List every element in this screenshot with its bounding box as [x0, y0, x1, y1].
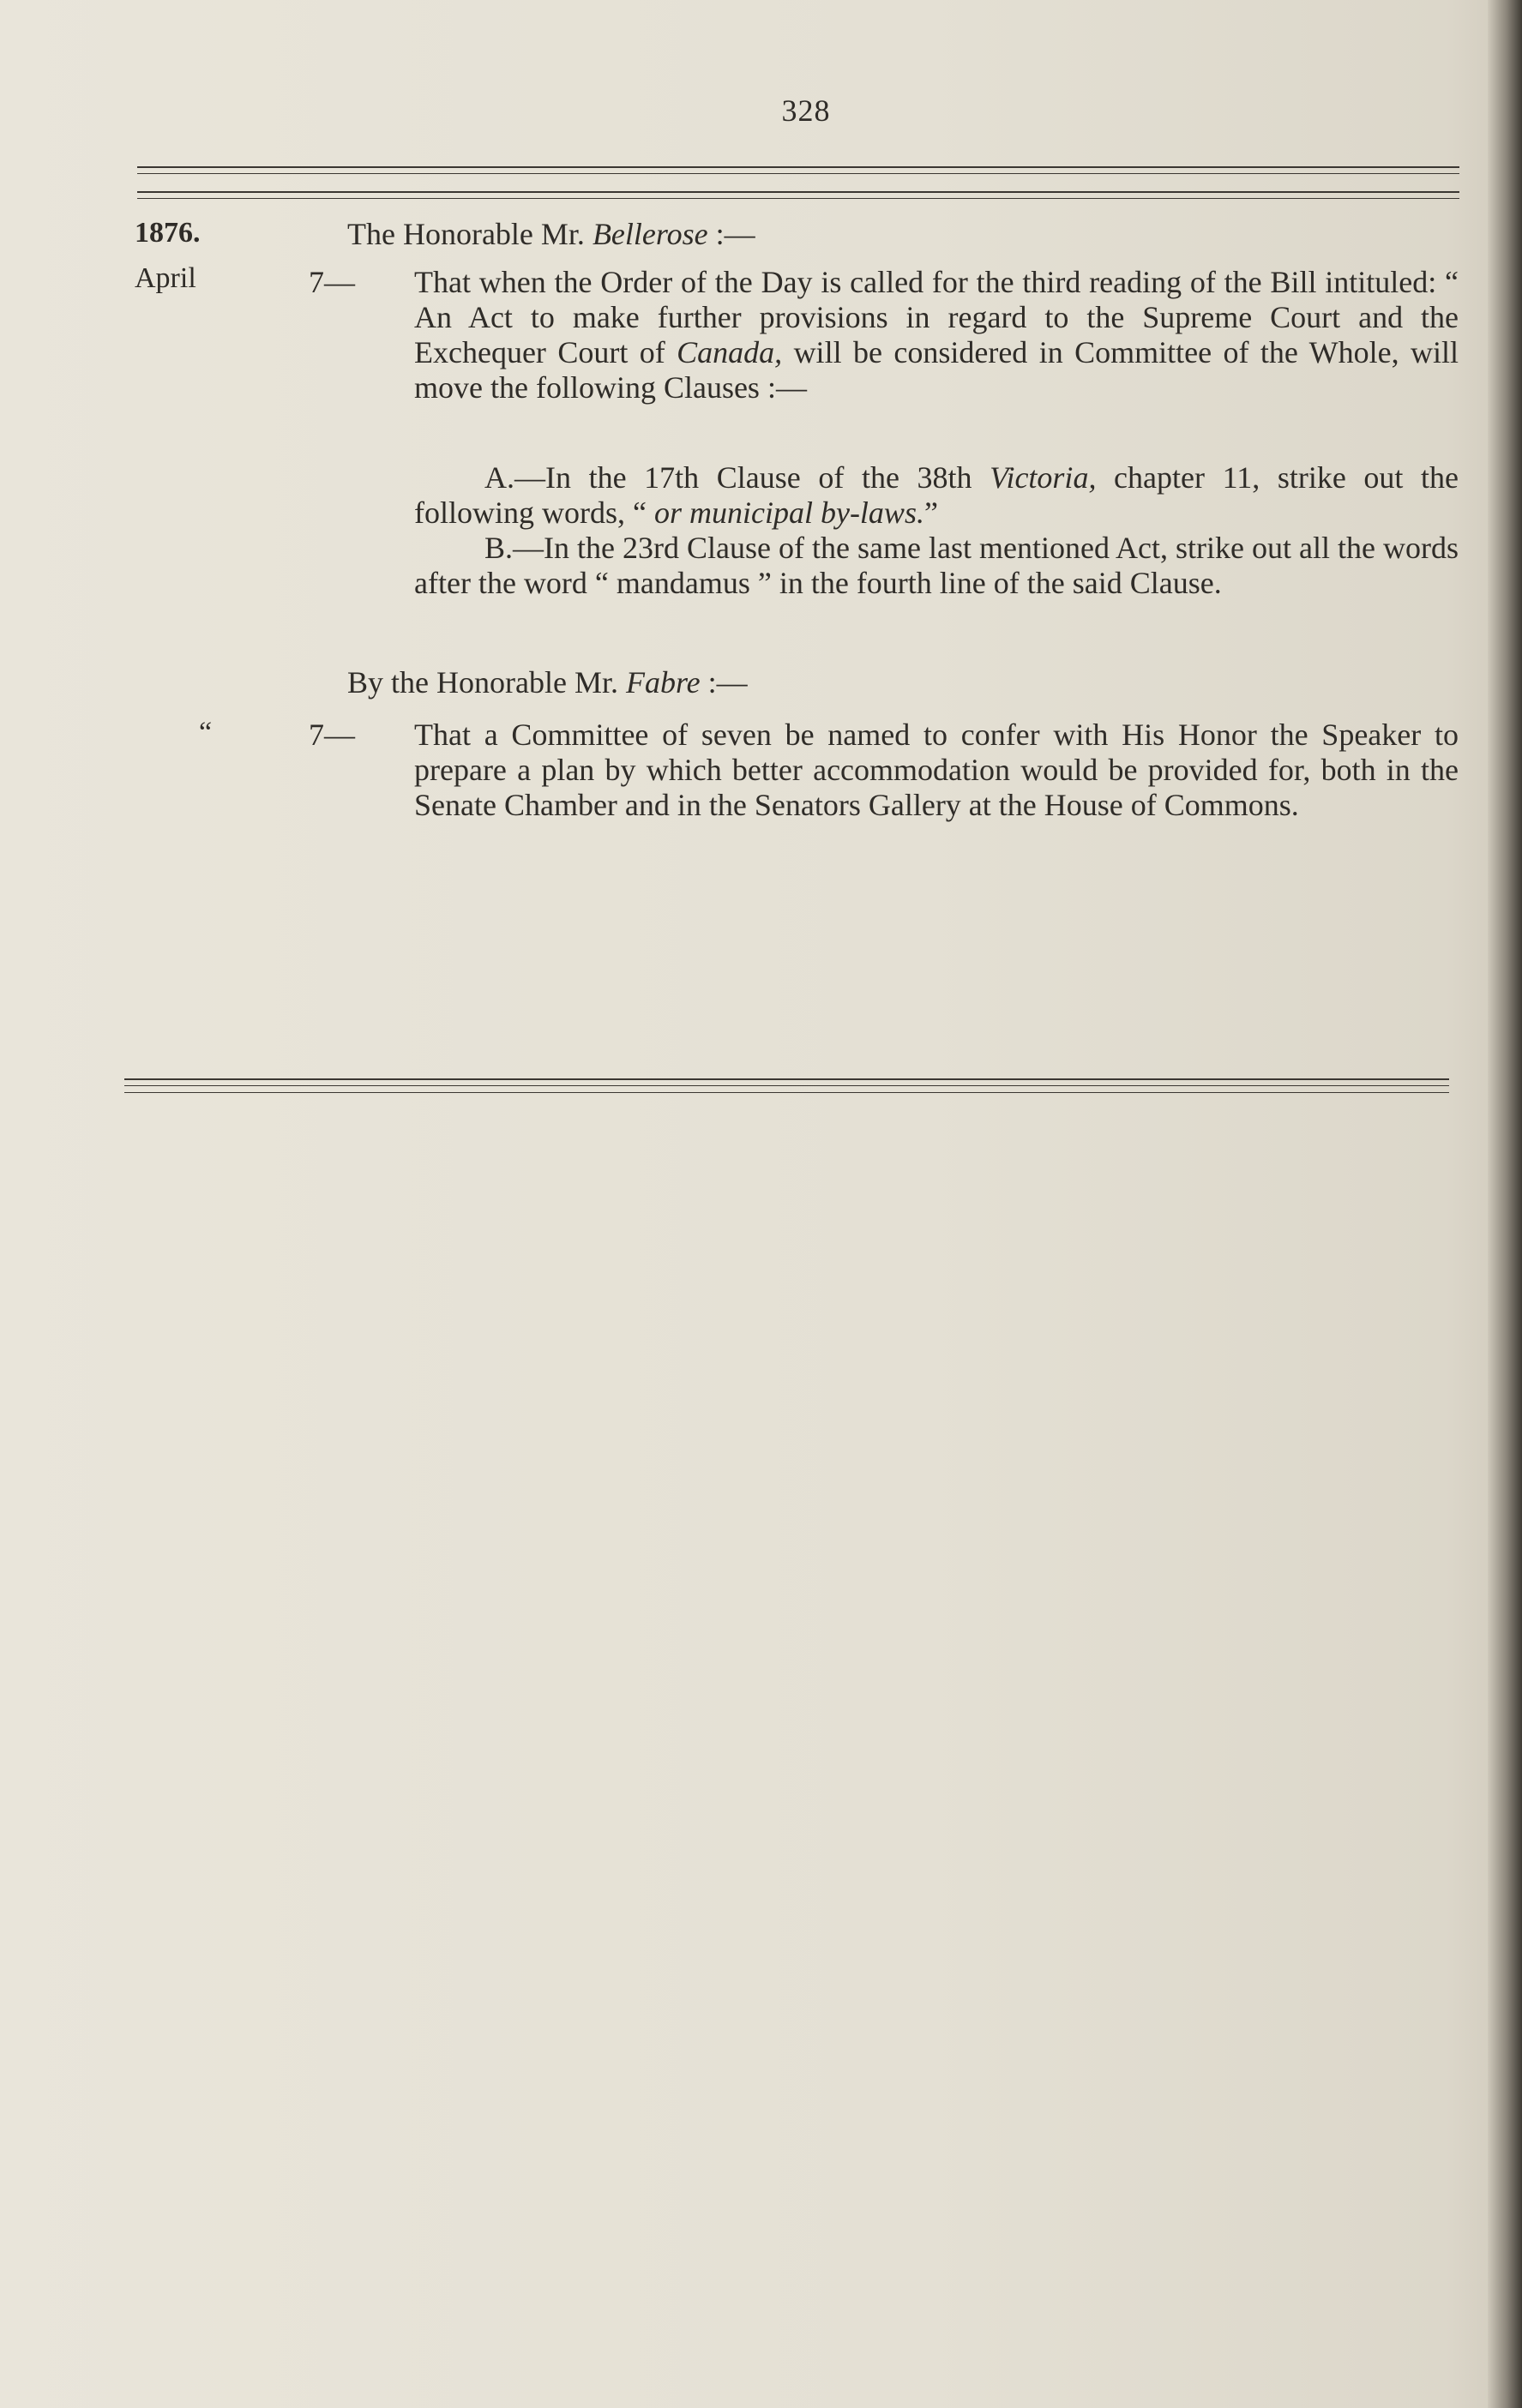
notice-of-motion: 7— That when the Order of the Day is called for the third reading of the Bill intituled: “ An Act to make further provisions in regard to the Supreme Court and the Exchequer Court of Canada, will be considered in Committee of the Whole, will move the following Clauses :—	[309, 265, 1459, 405]
margin-ditto-mark: “	[199, 717, 213, 748]
binding-edge	[1488, 0, 1522, 2408]
header-rule	[137, 191, 1459, 193]
footer-rule	[124, 1078, 1449, 1080]
mover-heading: By the Honorable Mr. Fabre :—	[347, 665, 748, 700]
mover-heading: The Honorable Mr. Bellerose :—	[347, 217, 755, 251]
margin-year: 1876.	[135, 217, 201, 249]
motion-number: 7—	[309, 718, 355, 752]
mover-name: Fabre	[625, 665, 701, 700]
footer-rule	[124, 1092, 1449, 1093]
page-number: 328	[781, 93, 831, 128]
motion-number: 7—	[309, 265, 355, 299]
margin-month: April	[135, 262, 196, 294]
header-rule	[137, 198, 1459, 199]
clause-b: B.—In the 23rd Clause of the same last mentioned Act, strike out all the words after the word “ mandamus ” in the fourth line of the said Clause.	[414, 531, 1459, 600]
notice-of-motion: 7— That a Committee of seven be named to confer with His Honor the Speaker to prepare a plan by which better accommodation would be provided for, both in the Senate Chamber and in the Senators Gallery at the House of Commons.	[309, 718, 1459, 822]
clause-a: A.—In the 17th Clause of the 38th Victoria, chapter 11, strike out the following words, “ or municipal by-laws.”	[414, 460, 1459, 530]
mover-name: Bellerose	[592, 217, 708, 251]
footer-rule	[124, 1085, 1449, 1086]
header-rule	[137, 173, 1459, 174]
header-rule	[137, 166, 1459, 168]
